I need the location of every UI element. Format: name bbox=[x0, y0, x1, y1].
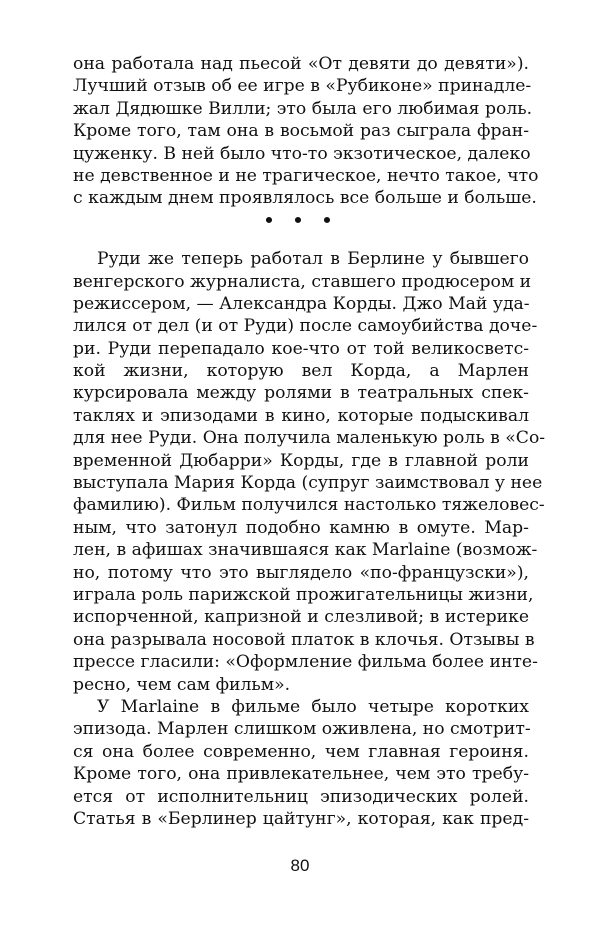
text-line: играла роль парижской прожигательницы жизни, bbox=[73, 584, 534, 605]
text-line: таклях и эпизодами в кино, которые подыскивал bbox=[73, 405, 529, 426]
text-line: ным, что затонул подобно камню в омуте. Мар- bbox=[73, 517, 529, 538]
text-line: прессе гласили: «Оформление фильма более инте- bbox=[73, 652, 538, 673]
text-line: лился от дел (и от Руди) после самоубийства доче- bbox=[73, 316, 538, 337]
text-line: лен, в афишах значившаяся как Marlaine (возмож- bbox=[73, 540, 538, 561]
paragraph bbox=[73, 53, 539, 210]
text-line: режиссером, — Александра Корды. Джо Май уда- bbox=[73, 293, 530, 314]
text-line: ется от исполнительниц эпизодических ролей. bbox=[73, 786, 529, 807]
text-line: Лучший отзыв об ее игре в «Рубиконе» принадле- bbox=[73, 76, 532, 97]
text-line: испорченной, капризной и слезливой; в истерике bbox=[73, 607, 529, 628]
text-line: курсировала между ролями в театральных спек- bbox=[73, 383, 529, 404]
text-line: она работала над пьесой «От девяти до девяти»). bbox=[73, 54, 529, 74]
text-line: кой жизни, которую вел Корда, а Марлен bbox=[73, 361, 529, 382]
text-line: для нее Руди. Она получила маленькую роль в «Со- bbox=[73, 428, 546, 449]
section-separator: • • • bbox=[263, 210, 339, 231]
text-line: она разрывала носовой платок в клочья. Отзывы в bbox=[73, 629, 535, 650]
text-line: Руди же теперь работал в Берлине у бывшего bbox=[97, 249, 529, 270]
text-line: временной Дюбарри» Корды, где в главной роли bbox=[73, 450, 529, 471]
paragraph bbox=[73, 696, 529, 830]
text-line: жал Дядюшке Вилли; это была его любимая роль. bbox=[73, 98, 533, 119]
text-line: ри. Руди перепадало кое-что от той великосветс- bbox=[73, 338, 529, 359]
text-line: Статья в «Берлинер цайтунг», которая, как пред- bbox=[73, 808, 529, 829]
text-line: эпизода. Марлен слишком оживлена, но смотрит- bbox=[73, 719, 531, 740]
text-line: У Marlaine в фильме было четыре коротких bbox=[97, 696, 529, 717]
text-line: ресно, чем сам фильм». bbox=[73, 674, 291, 695]
text-line: венгерского журналиста, ставшего продюсером и bbox=[73, 271, 532, 292]
text-line: Кроме того, там она в восьмой раз сыграла фран- bbox=[73, 121, 529, 142]
page-number: 80 bbox=[290, 856, 310, 875]
text-line: с каждым днем проявлялось все больше и больше. bbox=[73, 188, 537, 209]
text-line: не девственное и не трагическое, нечто такое, что bbox=[73, 165, 539, 186]
text-line: ся она более современно, чем главная героиня. bbox=[73, 741, 529, 762]
text-line: фамилию). Фильм получился настолько тяжеловес- bbox=[73, 495, 545, 516]
text-line: цуженку. В ней было что-то экзотическое, далеко bbox=[73, 143, 531, 164]
paragraph bbox=[73, 248, 546, 696]
text-line: но, потому что это выглядело «по-французски»), bbox=[73, 562, 529, 583]
page-body bbox=[73, 53, 546, 830]
text-line: Кроме того, она привлекательнее, чем это требу- bbox=[73, 764, 529, 785]
text-line: выступала Мария Корда (супруг заимствовал у нее bbox=[73, 473, 543, 494]
